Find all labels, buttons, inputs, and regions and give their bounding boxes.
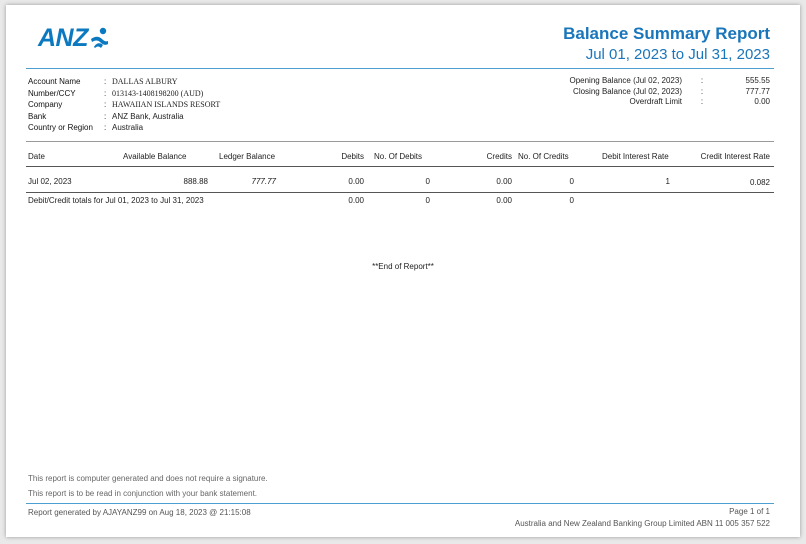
company-row: Company : HAWAIIAN ISLANDS RESORT bbox=[28, 100, 221, 109]
report-period: Jul 01, 2023 to Jul 31, 2023 bbox=[585, 46, 770, 63]
row-debits: 0.00 bbox=[348, 177, 364, 186]
country-row: Country or Region : Australia bbox=[28, 123, 144, 132]
report-title-block bbox=[563, 23, 770, 65]
bank-label: Bank bbox=[28, 111, 47, 121]
footer-note-signature: This report is computer generated and does not require a signature. bbox=[28, 474, 268, 483]
account-name-label: Account Name bbox=[28, 77, 81, 86]
balance-details bbox=[569, 76, 770, 108]
report-title: Balance Summary Report bbox=[563, 24, 770, 43]
bank-value: ANZ Bank, Australia bbox=[112, 111, 184, 121]
company-label: Company bbox=[28, 100, 63, 109]
account-number-row: Number/CCY : 013143-1408198200 (AUD) bbox=[28, 88, 204, 98]
closing-balance-label: Closing Balance (Jul 02, 2023) bbox=[573, 86, 682, 96]
opening-balance-row: Opening Balance (Jul 02, 2023) : 555.55 bbox=[569, 76, 770, 85]
footer-divider bbox=[26, 503, 774, 504]
account-number-label: Number/CCY bbox=[28, 88, 76, 98]
country-value: Australia bbox=[112, 123, 144, 132]
row-no-debits: 0 bbox=[425, 177, 430, 186]
closing-balance-value: 777.77 bbox=[745, 86, 770, 96]
col-header-ledger-balance: Ledger Balance bbox=[219, 152, 276, 161]
col-header-date: Date bbox=[28, 152, 45, 161]
totals-label: Debit/Credit totals for Jul 01, 2023 to Jul 31, 2023 bbox=[28, 196, 204, 205]
totals-credits: 0.00 bbox=[496, 196, 512, 205]
col-header-no-debits: No. Of Debits bbox=[374, 152, 423, 161]
row-credit-interest: 0.082 bbox=[749, 178, 770, 187]
account-name-row: Account Name : DALLAS ALBURY bbox=[28, 77, 178, 86]
col-header-available-balance: Available Balance bbox=[123, 152, 187, 161]
account-number-value: 013143-1408198200 (AUD) bbox=[112, 88, 204, 98]
totals-debits: 0.00 bbox=[348, 196, 364, 205]
closing-balance-row: Closing Balance (Jul 02, 2023) : 777.77 bbox=[573, 86, 770, 96]
opening-balance-value: 555.55 bbox=[745, 76, 770, 85]
table-top-divider bbox=[26, 141, 774, 142]
header-underline bbox=[26, 166, 774, 167]
overdraft-limit-row: Overdraft Limit : 0.00 bbox=[629, 97, 770, 106]
header-divider bbox=[26, 68, 774, 69]
page-number: Page 1 of 1 bbox=[729, 507, 770, 516]
report-generated-info: Report generated by AJAYANZ99 on Aug 18, 2023 @ 21:15:08 bbox=[28, 508, 251, 517]
end-of-report: **End of Report** bbox=[372, 262, 434, 271]
anz-swimmer-icon bbox=[89, 27, 109, 49]
bank-row: Bank : ANZ Bank, Australia bbox=[28, 111, 184, 121]
row-debit-interest: 1 bbox=[665, 177, 670, 186]
logo-text: ANZ bbox=[38, 24, 88, 52]
account-details bbox=[28, 76, 220, 134]
col-header-debits: Debits bbox=[341, 152, 364, 161]
row-credits: 0.00 bbox=[496, 177, 512, 186]
overdraft-limit-value: 0.00 bbox=[754, 97, 770, 106]
anz-logo bbox=[38, 26, 109, 51]
row-date: Jul 02, 2023 bbox=[28, 177, 72, 186]
row-ledger-balance: 777.77 bbox=[251, 177, 276, 186]
country-label: Country or Region bbox=[28, 123, 93, 132]
row-no-credits: 0 bbox=[569, 177, 574, 186]
overdraft-limit-label: Overdraft Limit bbox=[629, 97, 682, 106]
company-value: HAWAIIAN ISLANDS RESORT bbox=[112, 100, 221, 109]
col-header-no-credits: No. Of Credits bbox=[518, 152, 569, 161]
bank-legal-name: Australia and New Zealand Banking Group Limited ABN 11 005 357 522 bbox=[514, 519, 770, 528]
row-available-balance: 888.88 bbox=[183, 177, 208, 186]
totals-divider bbox=[26, 192, 774, 193]
footer-note-statement: This report is to be read in conjunction with your bank statement. bbox=[28, 489, 258, 498]
col-header-credit-interest: Credit Interest Rate bbox=[700, 152, 770, 161]
totals-no-debits: 0 bbox=[425, 196, 430, 205]
opening-balance-label: Opening Balance (Jul 02, 2023) bbox=[569, 76, 682, 85]
totals-no-credits: 0 bbox=[569, 196, 574, 205]
report-page bbox=[6, 5, 800, 537]
col-header-credits: Credits bbox=[486, 152, 512, 161]
col-header-debit-interest: Debit Interest Rate bbox=[602, 152, 669, 161]
account-name-value: DALLAS ALBURY bbox=[112, 77, 178, 86]
